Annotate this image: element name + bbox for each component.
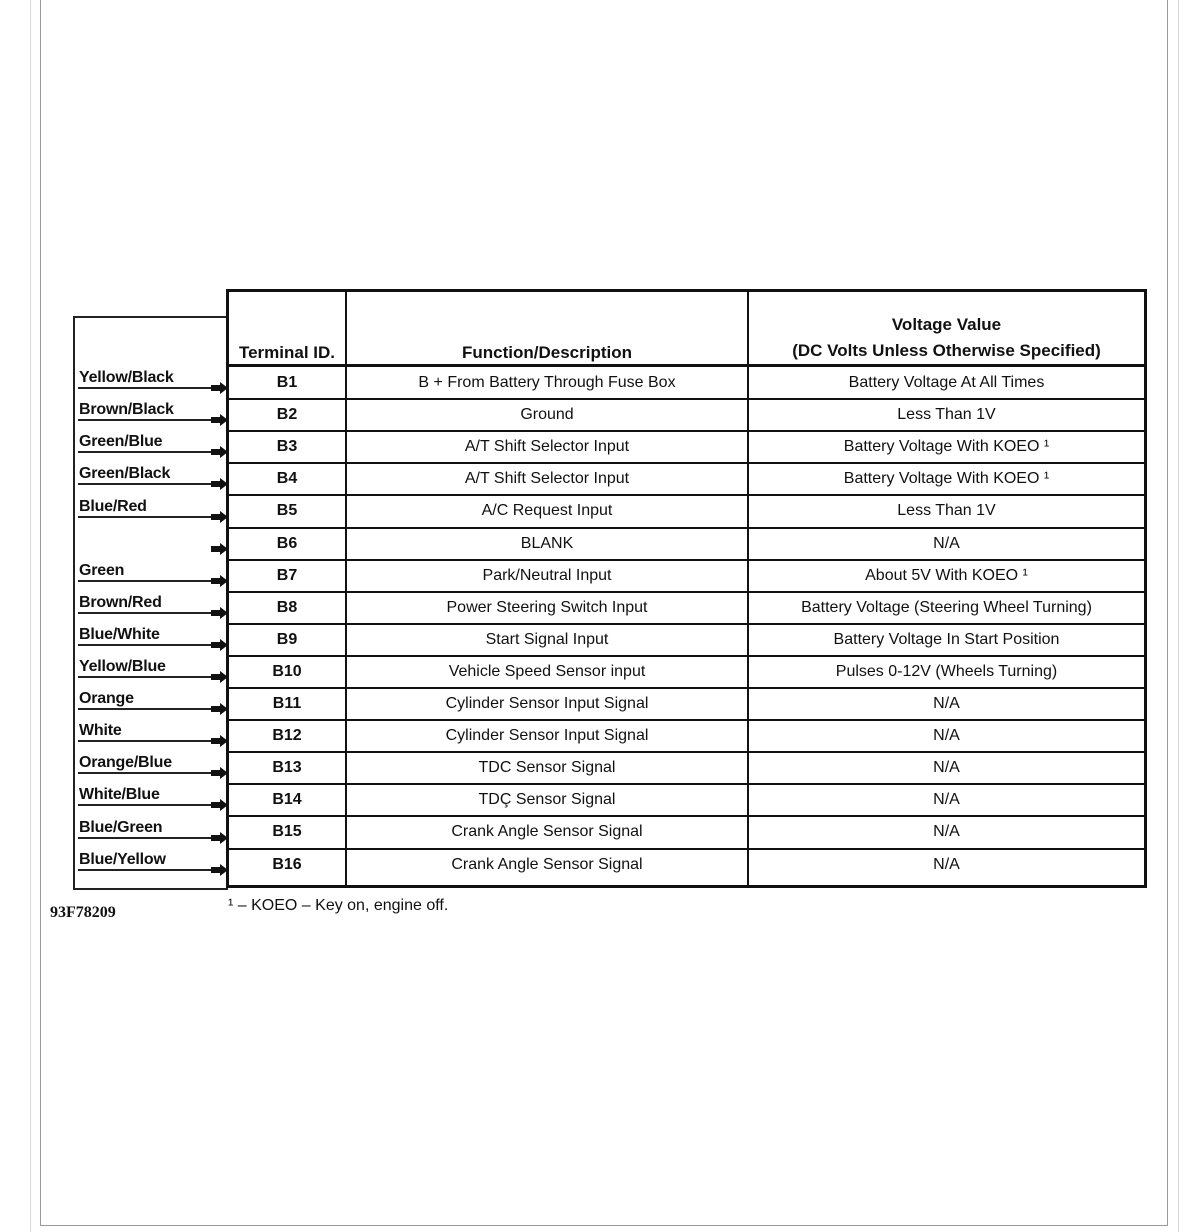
figure-id: 93F78209 (50, 904, 116, 921)
wire-color-item (78, 819, 228, 839)
wire-color-item (78, 722, 228, 742)
function-cell: Cylinder Sensor Input Signal (445, 695, 649, 712)
function-cell: A/T Shift Selector Input (464, 470, 630, 488)
wire-color-label: Blue/White (79, 625, 160, 643)
wire-color-label: Blue/Green (79, 818, 163, 836)
terminal-id-cell: B14 (272, 791, 302, 809)
terminal-id-cell: B10 (272, 662, 302, 680)
terminal-id-cell: B4 (276, 470, 298, 488)
voltage-cell: Pulses 0-12V (Wheels Turning) (835, 662, 1058, 680)
row-divider (229, 655, 1144, 657)
frame-left-border (40, 0, 41, 1226)
function-cell: Start Signal Input (485, 630, 609, 648)
function-cell: B + From Battery Through Fuse Box (418, 374, 676, 391)
footnote: ¹ – KOEO – Key on, engine off. (228, 897, 449, 914)
wire-color-label: Yellow/Blue (79, 658, 166, 675)
wire-color-label: Green/Black (79, 465, 171, 483)
wire-color-item (78, 851, 228, 871)
voltage-cell: N/A (933, 727, 960, 745)
wire-color-label: Brown/Black (79, 401, 174, 419)
row-divider (229, 719, 1144, 721)
wire-color-item (78, 786, 228, 806)
terminal-id-cell: B12 (272, 727, 302, 745)
wire-color-label: Yellow/Black (79, 369, 174, 387)
wire-color-label: White/Blue (79, 786, 160, 804)
row-divider (229, 430, 1144, 432)
header-voltage-line2: (DC Volts Unless Otherwise Specified) (792, 341, 1101, 360)
function-cell: TDC Sensor Signal (478, 759, 616, 777)
voltage-cell: Battery Voltage With KOEO ¹ (843, 470, 1050, 488)
header-divider (229, 364, 1144, 367)
wire-color-item (78, 754, 228, 774)
terminal-id-cell: B3 (276, 438, 298, 456)
frame-right-border (1167, 0, 1168, 1226)
terminal-id-cell: B9 (276, 630, 298, 648)
header-voltage-line1: Voltage Value (891, 315, 1002, 334)
function-cell: Park/Neutral Input (482, 566, 612, 584)
voltage-cell: Battery Voltage At All Times (848, 374, 1045, 391)
page-edge-right (1178, 0, 1179, 1232)
row-divider (229, 687, 1144, 689)
function-cell: BLANK (520, 534, 574, 552)
wire-color-label: Green/Blue (79, 433, 163, 451)
function-cell: A/C Request Input (481, 502, 613, 520)
function-cell: Crank Angle Sensor Signal (451, 855, 643, 873)
header-function: Function/Description (462, 343, 632, 362)
wire-color-label: Green (79, 561, 125, 579)
voltage-cell: Battery Voltage In Start Position (833, 630, 1060, 648)
wire-color-label: White (79, 722, 122, 740)
terminal-id-cell: B1 (276, 374, 298, 391)
terminal-id-cell: B7 (276, 566, 298, 584)
wire-color-item (78, 498, 228, 518)
voltage-cell: N/A (933, 759, 960, 777)
wire-color-item (78, 690, 228, 710)
connector-pinout-table (226, 289, 1147, 888)
voltage-cell: Less Than 1V (897, 406, 996, 424)
row-divider (229, 559, 1144, 561)
function-cell: A/T Shift Selector Input (464, 438, 630, 456)
wire-color-item (78, 658, 228, 678)
voltage-cell: N/A (933, 855, 960, 873)
voltage-cell: N/A (933, 534, 960, 552)
row-divider (229, 751, 1144, 753)
wire-color-label: Blue/Yellow (79, 850, 166, 868)
wire-color-item (78, 369, 228, 389)
function-cell: Cylinder Sensor Input Signal (445, 727, 649, 745)
function-cell: Ground (520, 406, 574, 424)
wire-color-item (78, 594, 228, 614)
function-cell: Power Steering Switch Input (446, 598, 648, 616)
wire-color-label: Blue/Red (79, 497, 147, 515)
row-divider (229, 783, 1144, 785)
row-divider (229, 462, 1144, 464)
terminal-id-cell: B15 (272, 823, 302, 841)
terminal-id-cell: B8 (276, 598, 298, 616)
function-cell: TDÇ Sensor Signal (478, 791, 616, 809)
page-edge-left (30, 0, 31, 1232)
wire-color-item (78, 401, 228, 421)
voltage-cell: N/A (933, 791, 960, 809)
terminal-id-cell: B2 (276, 406, 298, 424)
wire-color-item (78, 465, 228, 485)
row-divider (229, 527, 1144, 529)
voltage-cell: N/A (933, 823, 960, 841)
wire-color-item (78, 562, 228, 582)
row-divider (229, 848, 1144, 850)
function-cell: Crank Angle Sensor Signal (451, 823, 643, 841)
voltage-cell: Battery Voltage With KOEO ¹ (843, 438, 1050, 456)
wire-color-label: Brown/Red (79, 593, 162, 611)
function-cell: Vehicle Speed Sensor input (448, 662, 646, 680)
terminal-id-cell: B6 (276, 534, 298, 552)
header-terminal-id: Terminal ID. (238, 343, 336, 362)
row-divider (229, 815, 1144, 817)
terminal-id-cell: B16 (272, 855, 302, 873)
voltage-cell: About 5V With KOEO ¹ (865, 566, 1028, 584)
terminal-id-cell: B11 (272, 695, 302, 712)
wire-color-item (78, 626, 228, 646)
terminal-id-cell: B13 (272, 759, 302, 777)
row-divider (229, 591, 1144, 593)
wire-color-label: Orange/Blue (79, 754, 172, 772)
row-divider (229, 398, 1144, 400)
row-divider (229, 494, 1144, 496)
row-divider (229, 623, 1144, 625)
voltage-cell: Battery Voltage (Steering Wheel Turning) (801, 598, 1092, 616)
terminal-id-cell: B5 (276, 502, 298, 520)
wire-color-label: Orange (79, 690, 134, 708)
voltage-cell: Less Than 1V (897, 502, 996, 520)
frame-bottom-border (40, 1225, 1168, 1226)
voltage-cell: N/A (933, 695, 960, 712)
wire-color-item (78, 433, 228, 453)
